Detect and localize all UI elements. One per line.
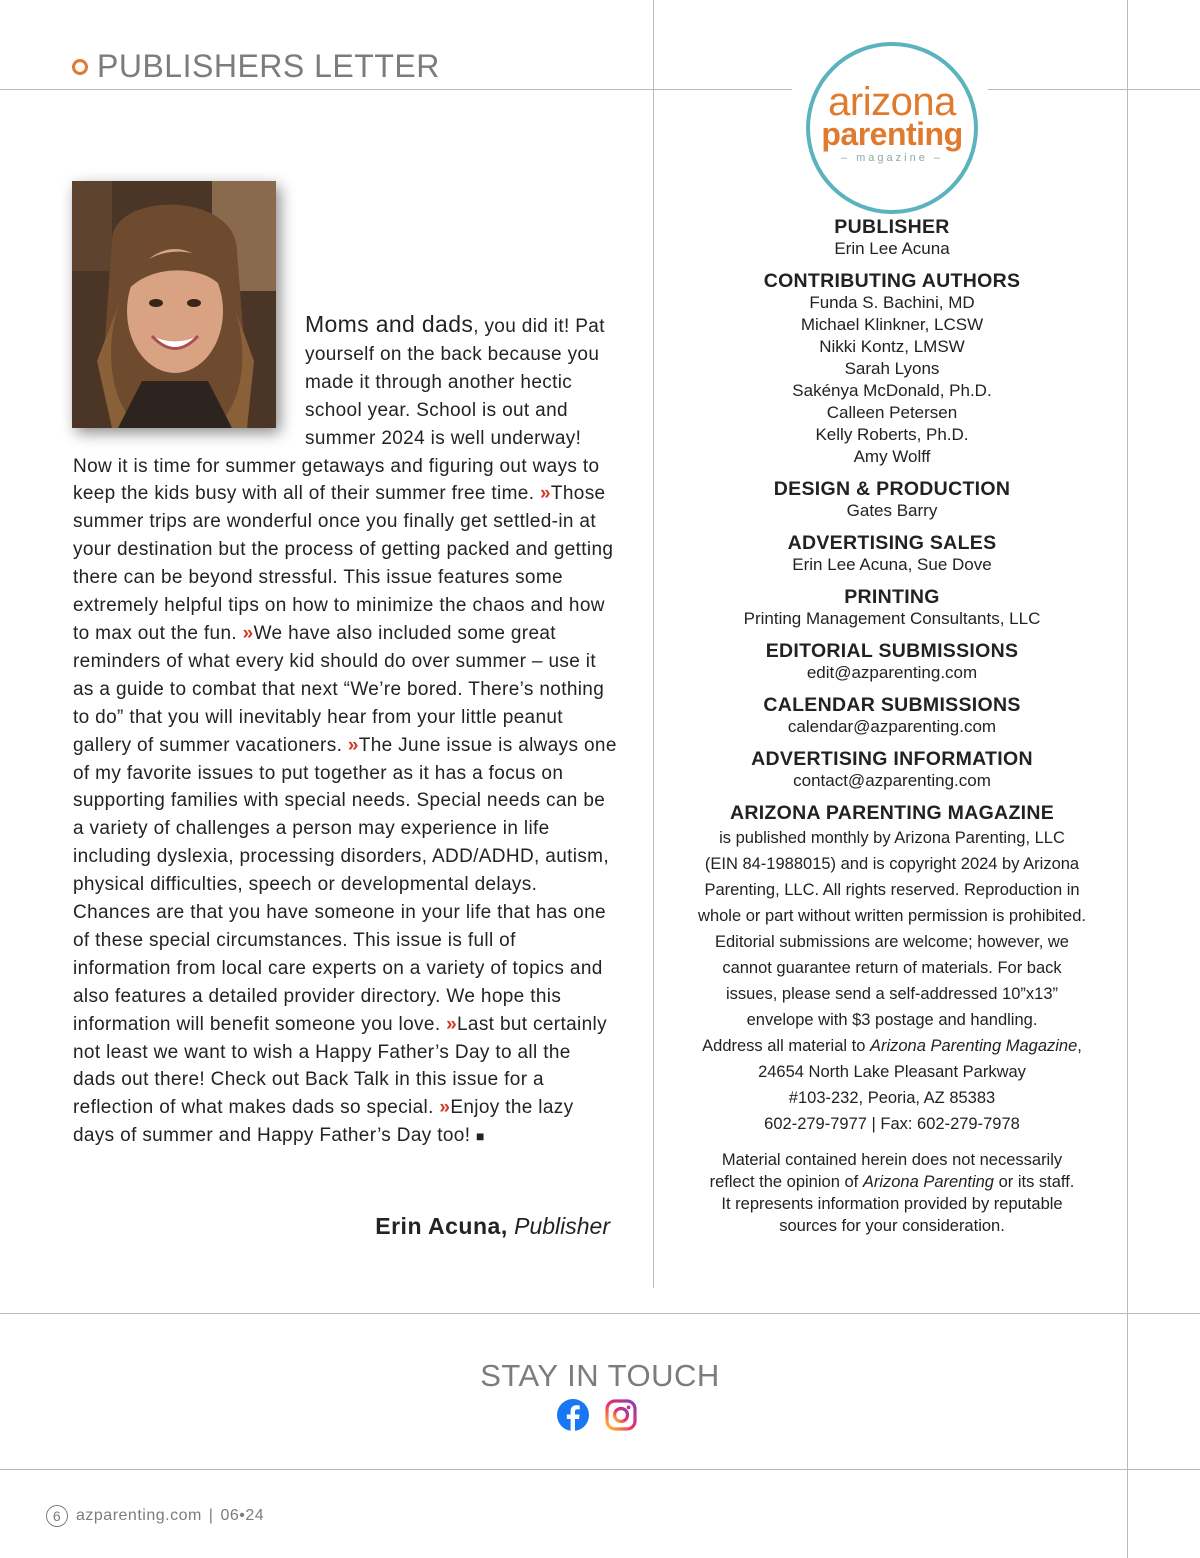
chevron-marker-icon: » [242,622,254,644]
bullet-circle-icon [72,59,88,75]
letter-signature [300,1213,610,1240]
chevron-marker-icon: » [539,483,551,505]
author-name: Funda S. Bachini, MD [809,293,975,312]
disclaimer-text: or its staff. [993,1173,1075,1191]
disclaimer-line: Material contained herein does not necessarily [721,1151,1063,1169]
column-divider [653,0,654,1288]
notice-line: cannot guarantee return of materials. For back [722,959,1062,977]
author-name: Nikki Kontz, LMSW [819,337,965,356]
masthead-heading: ADVERTISING INFORMATION [751,748,1033,770]
issue-date: 06•24 [220,1507,265,1524]
header-rule-right [988,89,1200,90]
disclaimer-magazine-name: Arizona Parenting [862,1173,994,1191]
letter-text-5: Last but certainly not least we want to wish a Happy Father’s Day to all the dads out there! Check out Back Talk in this issue for a reflection of what makes dads so special. [73,1013,607,1119]
editorial-email[interactable]: edit@azparenting.com [806,663,978,682]
masthead-value: Erin Lee Acuna [834,239,950,258]
author-name: Sarah Lyons [844,359,940,378]
masthead-design [680,478,1104,522]
author-name: Michael Klinkner, LCSW [800,315,984,334]
section-title: PUBLISHERS LETTER [97,48,440,84]
social-links [556,1398,638,1432]
chevron-marker-icon: » [439,1097,451,1119]
stay-in-touch-title: STAY IN TOUCH [480,1358,720,1393]
address-suffix: , [1077,1037,1082,1055]
footer-rule-bottom [0,1469,1200,1470]
chevron-marker-icon: » [347,734,359,756]
disclaimer [680,1149,1104,1237]
author-name: Sakénya McDonald, Ph.D. [792,381,992,400]
masthead-sales [680,532,1104,576]
right-margin-rule [1127,0,1128,1558]
logo-word-arizona: arizona [828,80,956,124]
notice-line: whole or part without written permission is prohibited. [698,907,1086,925]
notice-line: is published monthly by Arizona Parenting, LLC [719,829,1065,847]
disclaimer-line: sources for your consideration. [779,1217,1005,1235]
masthead-heading: DESIGN & PRODUCTION [773,478,1011,500]
instagram-icon[interactable] [604,1398,638,1432]
photo-wrap-spacer [73,311,305,436]
letter-text-1: , you did it! Pat yourself on the back because you made it through another hectic school year. School is out and summer 2024 is well underway! Now it is time for summer getaways and figuring out ways to keep the kids busy with all of their summer free time. [73,316,605,505]
masthead-printing [680,586,1104,630]
disclaimer-line [680,1171,1104,1193]
address-line [680,1033,1104,1059]
contact-email[interactable]: contact@azparenting.com [793,771,991,790]
masthead-heading: CONTRIBUTING AUTHORS [763,270,1021,292]
footer-rule-top [0,1313,1200,1314]
masthead-heading: PRINTING [844,586,940,608]
masthead-heading: PUBLISHER [834,216,950,238]
end-mark-icon: ■ [475,1128,485,1145]
signature-name: Erin Acuna, [375,1213,508,1239]
masthead-heading: ARIZONA PARENTING MAGAZINE [729,802,1055,824]
footer-separator: | [208,1507,214,1524]
letter-text-3: We have also included some great reminders of what every kid should do over summer – use it as a guide to combat that next “We’re bored. There’s nothing to do” that you will inevitably hear from your little peanut gallery of summer vacationers. [73,622,605,756]
letter-text-2: Those summer trips are wonderful once you finally get settled-in at your destination but the process of getting packed and getting there can be beyond stressful. This issue features some extremely helpful tips on how to minimize the chaos and how to max out the fun. [73,483,614,644]
logo-word-magazine: – magazine – [840,152,944,164]
author-name: Amy Wolff [853,447,931,466]
masthead-value: Printing Management Consultants, LLC [743,609,1041,628]
notice-line: envelope with $3 postage and handling. [746,1011,1038,1029]
address-line: #103-232, Peoria, AZ 85383 [788,1089,996,1107]
notice-line: Editorial submissions are welcome; however, we [715,933,1069,951]
masthead-heading: CALENDAR SUBMISSIONS [763,694,1021,716]
address-magazine-name: Arizona Parenting Magazine [869,1037,1078,1055]
letter-text-4: The June issue is always one of my favorite issues to put together as it has a focus on supporting families with special needs. Special needs can be a variety of challenges a person may experience in life including dyslexia, processing disorders, ADD/ADHD, autism, physical difficulties, speech or developmental delays. Chances are that you have someone in your life that has one of these special circumstances. This issue is full of information from local care experts on a variety of topics and also features a detailed provider directory. We hope this information will benefit someone you love. [73,734,617,1035]
facebook-icon[interactable] [556,1398,590,1432]
logo-word-parenting: parenting [821,116,963,152]
masthead-calendar [680,694,1104,738]
address-line: 24654 North Lake Pleasant Parkway [758,1063,1026,1081]
publication-notice [680,825,1104,1137]
disclaimer-text: reflect the opinion of [709,1173,863,1191]
masthead [680,216,1104,1237]
masthead-value: Erin Lee Acuna, Sue Dove [792,555,992,574]
header-rule-left [0,89,792,90]
publisher-letter-body [73,311,618,1151]
masthead-authors [680,270,1104,468]
magazine-logo [806,42,978,214]
disclaimer-line: It represents information provided by reputable [721,1195,1063,1213]
masthead-editorial [680,640,1104,684]
author-name: Calleen Petersen [826,403,958,422]
calendar-email[interactable]: calendar@azparenting.com [787,717,997,736]
page-footer [46,1505,264,1527]
notice-line: (EIN 84-1988015) and is copyright 2024 by Arizona [704,855,1080,873]
notice-line: Parenting, LLC. All rights reserved. Reproduction in [704,881,1080,899]
signature-role: Publisher [514,1213,610,1239]
masthead-advertising-info [680,748,1104,792]
page-number: 6 [46,1505,68,1527]
phone-line: 602-279-7977 | Fax: 602-279-7978 [764,1115,1020,1133]
letter-lead-in: Moms and dads [305,311,474,337]
masthead-magazine [680,802,1104,1237]
address-prefix: Address all material to [702,1037,870,1055]
notice-line: issues, please send a self-addressed 10”x13” [725,985,1059,1003]
masthead-heading: EDITORIAL SUBMISSIONS [765,640,1019,662]
chevron-marker-icon: » [446,1013,457,1035]
site-url[interactable]: azparenting.com [76,1507,202,1524]
letter-text-6: Enjoy the lazy days of summer and Happy Father’s Day too! [73,1097,574,1147]
author-name: Kelly Roberts, Ph.D. [815,425,969,444]
masthead-heading: ADVERTISING SALES [787,532,997,554]
masthead-value: Gates Barry [846,501,938,520]
section-header [72,48,440,85]
masthead-publisher [680,216,1104,260]
